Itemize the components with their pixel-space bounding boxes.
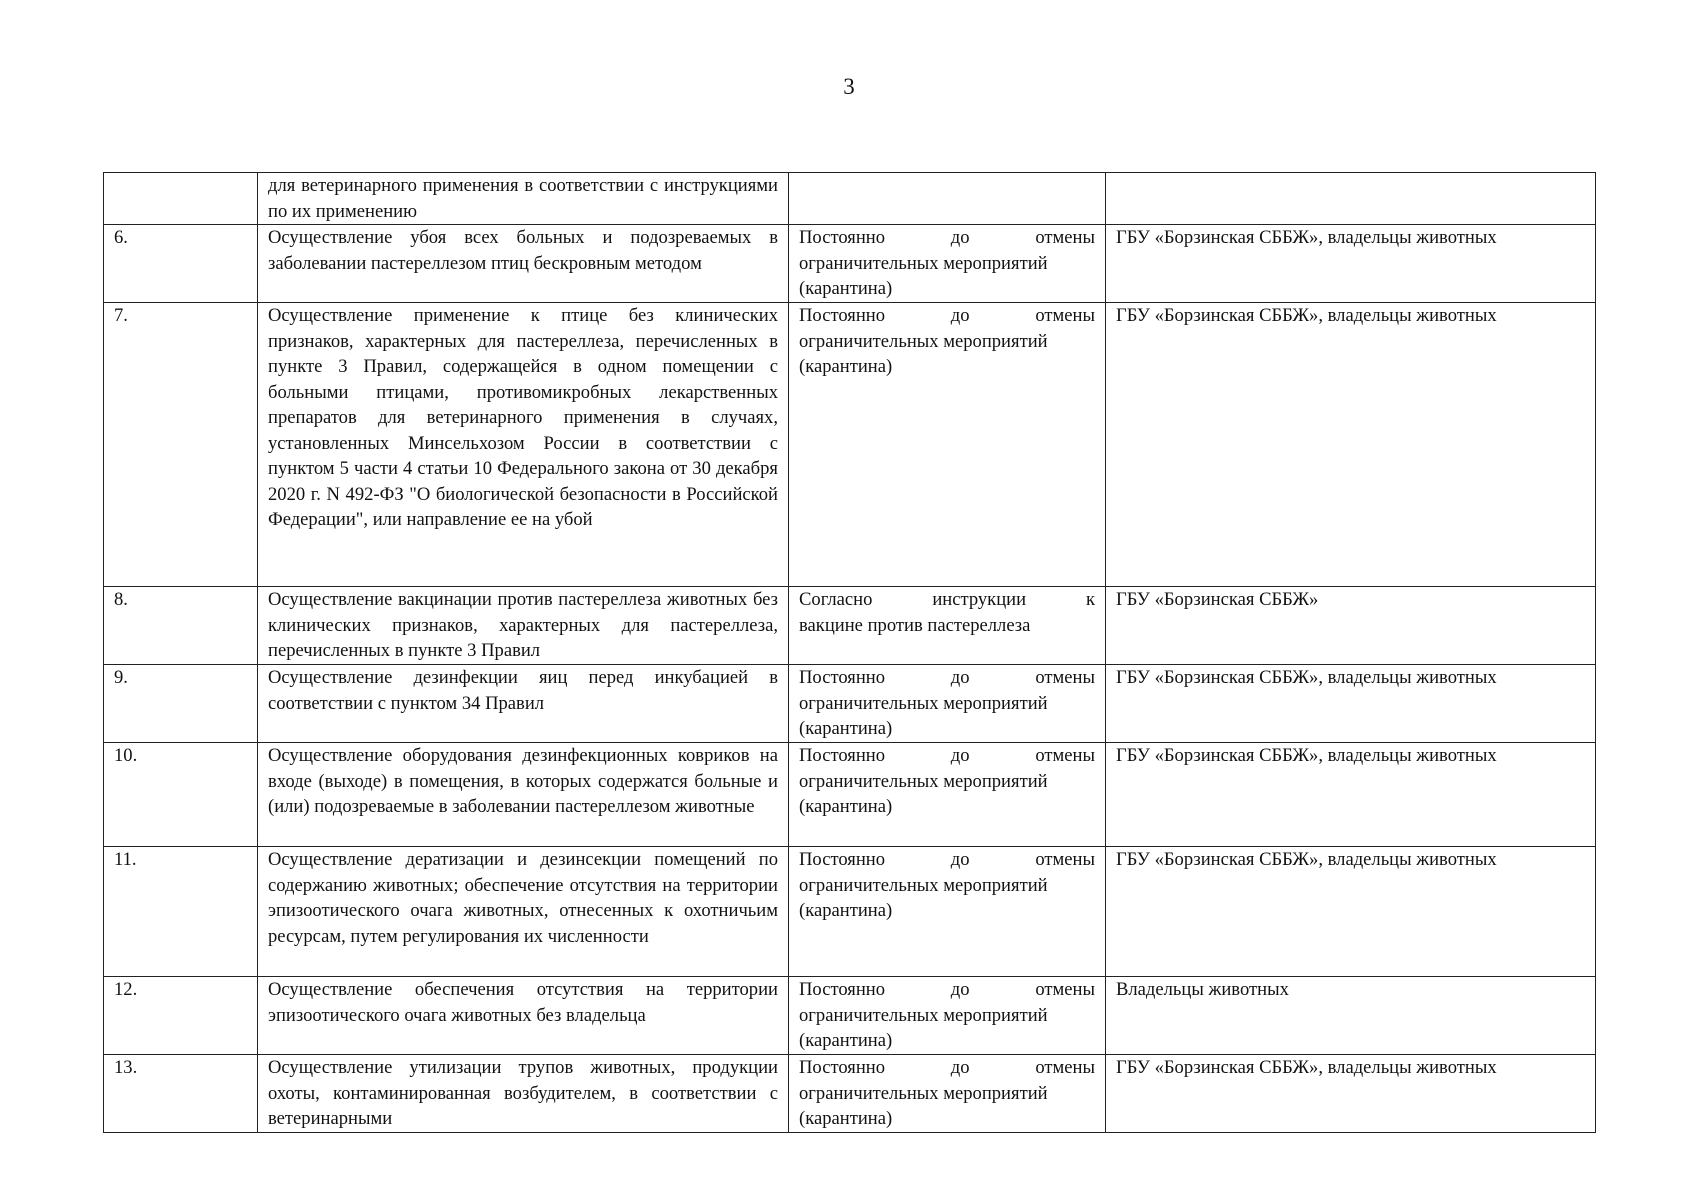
table-row [104, 303, 1596, 587]
responsible-cell [1106, 847, 1596, 977]
term-text: ограничительных мероприятий (карантина) [799, 692, 1048, 739]
responsible-text: ГБУ «Борзинская СББЖ», владельцы животных [1116, 745, 1497, 766]
row-number: 13. [114, 1057, 138, 1078]
measure-cell [258, 977, 789, 1055]
term-text-first-line: Постоянно до отмены [799, 305, 1095, 326]
measure-cell [258, 665, 789, 743]
term-text: ограничительных мероприятий (карантина) [799, 1004, 1048, 1051]
row-number-cell [104, 173, 258, 225]
responsible-text: Владельцы животных [1116, 979, 1289, 1000]
measure-text: Осуществление вакцинации против пастереллеза животных без клинических признаков, характерных для пастереллеза, перечисленных в пункте 3 Правил [268, 589, 778, 661]
row-number: 6. [114, 227, 128, 248]
term-text-first-line: Постоянно до отмены [799, 227, 1095, 248]
term-text-first-line: Постоянно до отмены [799, 1057, 1095, 1078]
term-text: ограничительных мероприятий (карантина) [799, 330, 1048, 377]
table-row [104, 173, 1596, 225]
row-number: 9. [114, 667, 128, 688]
term-cell [789, 665, 1106, 743]
row-number: 10. [114, 745, 138, 766]
measure-cell [258, 225, 789, 303]
responsible-cell [1106, 743, 1596, 847]
row-number-cell [104, 847, 258, 977]
measure-cell [258, 847, 789, 977]
measure-cell [258, 743, 789, 847]
term-text-first-line: Согласно инструкции к [799, 589, 1095, 610]
responsible-cell [1106, 225, 1596, 303]
measure-text: для ветеринарного применения в соответствии с инструкциями по их применению [268, 175, 778, 222]
measure-text: Осуществление утилизации трупов животных, продукции охоты, контаминированная возбудителем, в соответствии с ветеринарными [268, 1057, 778, 1129]
responsible-cell [1106, 303, 1596, 587]
row-number-cell [104, 587, 258, 665]
responsible-text: ГБУ «Борзинская СББЖ», владельцы животных [1116, 849, 1497, 870]
responsible-cell [1106, 173, 1596, 225]
measure-cell [258, 1055, 789, 1133]
responsible-text: ГБУ «Борзинская СББЖ» [1116, 589, 1319, 610]
term-text-first-line: Постоянно до отмены [799, 979, 1095, 1000]
responsible-text: ГБУ «Борзинская СББЖ», владельцы животных [1116, 227, 1497, 248]
measure-cell [258, 173, 789, 225]
measure-cell [258, 587, 789, 665]
responsible-cell [1106, 665, 1596, 743]
measure-text: Осуществление применение к птице без клинических признаков, характерных для пастереллеза, перечисленных в пункте 3 Правил, содержащейся в одном помещении с больными птицами, противомикробных лекарственных препаратов для ветеринарного применения в случаях, установленных Минсельхозом России в соответствии с пунктом 5 части 4 статьи 10 Федерального закона от 30 декабря 2020 г. N 492-ФЗ "О биологической безопасности в Российской Федерации", или направление ее на убой [268, 305, 778, 530]
row-number-cell [104, 743, 258, 847]
term-text: ограничительных мероприятий (карантина) [799, 1082, 1048, 1129]
row-number-cell [104, 1055, 258, 1133]
term-cell [789, 743, 1106, 847]
row-number-cell [104, 665, 258, 743]
term-cell [789, 303, 1106, 587]
row-number: 12. [114, 979, 138, 1000]
row-number: 11. [114, 849, 137, 870]
term-cell [789, 587, 1106, 665]
measure-text: Осуществление дезинфекции яиц перед инкубацией в соответствии с пунктом 34 Правил [268, 667, 778, 714]
measure-text: Осуществление оборудования дезинфекционных ковриков на входе (выходе) в помещения, в которых содержатся больные и (или) подозреваемые в заболевании пастереллезом животные [268, 745, 778, 817]
table-row [104, 743, 1596, 847]
table-row [104, 587, 1596, 665]
measure-text: Осуществление убоя всех больных и подозреваемых в заболевании пастереллезом птиц бескровным методом [268, 227, 778, 274]
row-number-cell [104, 303, 258, 587]
term-text: ограничительных мероприятий (карантина) [799, 874, 1048, 921]
term-text-first-line: Постоянно до отмены [799, 745, 1095, 766]
row-number-cell [104, 225, 258, 303]
term-cell [789, 847, 1106, 977]
term-text-first-line: Постоянно до отмены [799, 667, 1095, 688]
measure-cell [258, 303, 789, 587]
responsible-cell [1106, 1055, 1596, 1133]
term-cell [789, 977, 1106, 1055]
term-text: ограничительных мероприятий (карантина) [799, 770, 1048, 817]
responsible-cell [1106, 977, 1596, 1055]
table-row [104, 847, 1596, 977]
responsible-text: ГБУ «Борзинская СББЖ», владельцы животных [1116, 305, 1497, 326]
table-row [104, 665, 1596, 743]
term-cell [789, 225, 1106, 303]
table-row [104, 1055, 1596, 1133]
term-text: ограничительных мероприятий (карантина) [799, 252, 1048, 299]
measure-text: Осуществление обеспечения отсутствия на территории эпизоотического очага животных без владельца [268, 979, 778, 1026]
responsible-text: ГБУ «Борзинская СББЖ», владельцы животных [1116, 1057, 1497, 1078]
measures-table [103, 172, 1596, 1133]
term-text: вакцине против пастереллеза [799, 614, 1031, 636]
term-cell [789, 1055, 1106, 1133]
table-row [104, 225, 1596, 303]
row-number: 7. [114, 305, 128, 326]
page-number: 3 [843, 74, 855, 99]
table-row [104, 977, 1596, 1055]
measure-text: Осуществление дератизации и дезинсекции помещений по содержанию животных; обеспечение отсутствия на территории эпизоотического очага животных, отнесенных к охотничьим ресурсам, путем регулирования их численности [268, 849, 778, 947]
responsible-text: ГБУ «Борзинская СББЖ», владельцы животных [1116, 667, 1497, 688]
term-text-first-line: Постоянно до отмены [799, 849, 1095, 870]
responsible-cell [1106, 587, 1596, 665]
row-number: 8. [114, 589, 128, 610]
term-cell [789, 173, 1106, 225]
row-number-cell [104, 977, 258, 1055]
